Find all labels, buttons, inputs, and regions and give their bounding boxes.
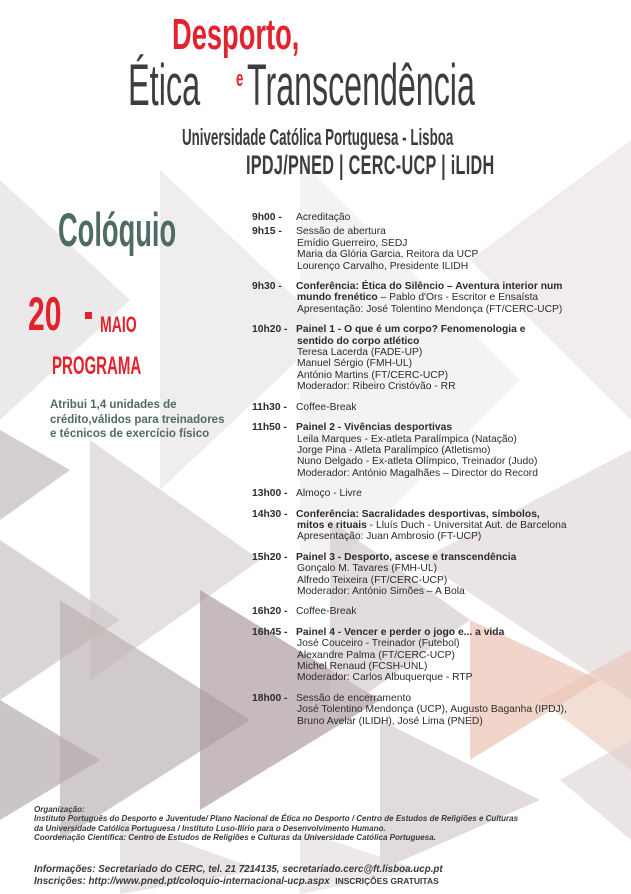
program-participant: Michel Renaud (FCSH-UNL) [297,661,428,672]
program-participant: Bruno Avelar (ILIDH), José Lima (PNED) [297,715,483,727]
organizing-institutions: IPDJ/PNED | CERC-UCP | iLIDH [246,150,495,180]
free-registration-note: INSCRIÇÕES GRATUITAS [335,875,439,886]
program-title: Almoço - Livre [296,488,362,500]
program-item-heading [252,212,630,223]
event-day: 20 [28,287,62,340]
program-item [252,422,630,479]
program-participant: Apresentação: José Tolentino Mendonça (FT/CERC-UCP) [297,303,563,315]
organization-line-2: da Universidade Católica Portuguesa / Instituto Luso-Ilírio para o Desenvolvimento Humano. [34,823,386,833]
program-item [252,693,630,727]
program-title: Painel 1 - O que é um corpo? Fenomenologia e [296,324,526,336]
program-item [252,552,630,598]
program-title: Painel 4 - Vencer e perder o jogo e... a vida [296,626,505,638]
date-dot-separator [85,312,92,319]
program-item [252,324,630,392]
university-name: Universidade Católica Portuguesa - Lisboa [182,124,454,150]
event-month: MAIO [100,312,137,337]
credit-note: Atribui 1,4 unidades de crédito,válidos para treinadores e técnicos de exercício físico [50,399,225,440]
program-item-heading [252,226,630,237]
program-time: 11h30 - [252,401,287,413]
contact-info [34,864,631,887]
title-desporto: Desporto, [172,10,300,59]
information-line: Informações: Secretariado do CERC, tel. 21 7214135, secretariado.cerc@ft.lisboa.ucp.pt [34,864,443,875]
program-item-heading [252,488,630,499]
program-participant: Manuel Sérgio (FMH-UL) [297,358,413,370]
program-title-continuation: sentido do corpo atlético [297,335,420,347]
program-title: Conferência: Ética do Silêncio – Aventura interior num [296,281,563,293]
program-participant: António Martins (FT/CERC-UCP) [297,369,449,381]
program-detail-line [252,292,630,303]
program-time: 10h20 - [252,324,288,336]
program-participant: Gonçalo M. Tavares (FMH-UL) [297,563,437,575]
program-time: 16h20 - [252,606,288,618]
event-type-label: Colóquio [58,203,177,256]
program-title: Painel 3 - Desporto, ascese e transcendência [296,551,517,563]
program-item-heading [252,552,630,563]
program-time: 9h30 - [252,281,282,293]
program-participant: Moderador: Carlos Albuquerque - RTP [297,672,473,684]
program-time: 13h00 - [252,488,288,500]
program-time: 9h15 - [252,226,282,238]
program-participant: José Couceiro - Treinador (Futebol) [297,638,460,650]
program-detail-line [252,336,630,347]
program-speaker: - Lluís Duch - Universitat Aut. de Barcelona [366,519,567,531]
program-title: Conferência: Sacralidades desportivas, símbolos, [296,508,540,520]
program-title: Coffee-Break [296,606,357,618]
program-title: Coffee-Break [296,401,357,413]
program-participant: Emídio Guerreiro, SEDJ [297,237,408,249]
program-participant: Moderador: Ribeiro Cristóvão - RR [297,381,456,393]
program-participant: Teresa Lacerda (FADE-UP) [297,347,423,359]
program-item-heading [252,402,630,413]
program-time: 16h45 - [252,626,288,638]
programa-heading: PROGRAMA [52,352,142,380]
program-time: 11h50 - [252,422,287,434]
program-item-heading [252,422,630,433]
program-participant: Jorge Pina - Atleta Paralímpico (Atletismo) [297,444,491,456]
program-item [252,212,630,223]
program-item-heading [252,693,630,704]
program-item-heading [252,606,630,617]
program-title: Sessão de abertura [296,226,386,238]
program-item [252,402,630,413]
program-time: 18h00 - [252,692,288,704]
program-participant: Apresentação: Juan Ambrosio (FT-UCP) [297,531,482,543]
program-speaker: – Pablo d'Ors - Escritor e Ensaísta [377,292,539,304]
program-participant: Alexandre Palma (FT/CERC-UCP) [297,649,455,661]
title-transcendencia: Transcendência [247,53,475,118]
program-item-heading [252,509,630,520]
program-title-continuation: mitos e rituais [297,519,367,531]
organization-line-1: Instituto Português do Desporto e Juventude/ Plano Nacional de Ética no Desporto / Centro de Estudos de Religiões e Culturas [34,814,519,824]
registration-link[interactable]: Inscrições: http://www.pned.pt/coloquio-internacional-ucp.aspx [34,875,330,887]
program-item [252,281,630,315]
registration-row [34,876,631,888]
program-title-continuation: mundo frenético [297,292,378,304]
program-time: 15h20 - [252,551,288,563]
scientific-coordination: Coordenação Científica: Centro de Estudos de Religiões e Culturas da Universidade Católica Portuguesa. [34,833,436,843]
program-participant: Maria da Glória Garcia, Reitora da UCP [297,249,479,261]
program-participant: Lourenço Carvalho, Presidente ILIDH [297,260,469,272]
program-participant: José Tolentino Mendonça (UCP), Augusto Baganha (IPDJ), [297,704,567,716]
organization-footer [34,805,614,843]
program-item [252,488,630,499]
program-title: Sessão de encerramento [296,692,412,704]
title-conjunction-e: e [236,66,244,91]
program-item [252,509,630,543]
program-schedule [252,212,630,736]
program-title: Painel 2 - Vivências desportivas [296,422,453,434]
program-participant: Nuno Delgado - Ex-atleta Olímpico, Treinador (Judo) [297,456,538,468]
program-time: 9h00 - [252,212,282,223]
program-participant: Moderador: António Simões – A Bola [297,585,465,597]
program-detail-line [252,520,630,531]
program-item [252,606,630,617]
program-item [252,627,630,684]
program-time: 14h30 - [252,508,288,520]
program-title: Acreditação [296,212,351,223]
program-participant: Moderador: António Magalhães – Director do Record [297,467,538,479]
program-item-heading [252,627,630,638]
program-item-heading [252,324,630,335]
program-item [252,226,630,272]
organization-label: Organização: [34,805,85,814]
title-etica: Ética [128,53,201,118]
program-item-heading [252,281,630,292]
program-participant: Leila Marques - Ex-atleta Paralímpica (Natação) [297,433,517,445]
program-participant: Alfredo Teixeira (FT/CERC-UCP) [297,574,448,586]
